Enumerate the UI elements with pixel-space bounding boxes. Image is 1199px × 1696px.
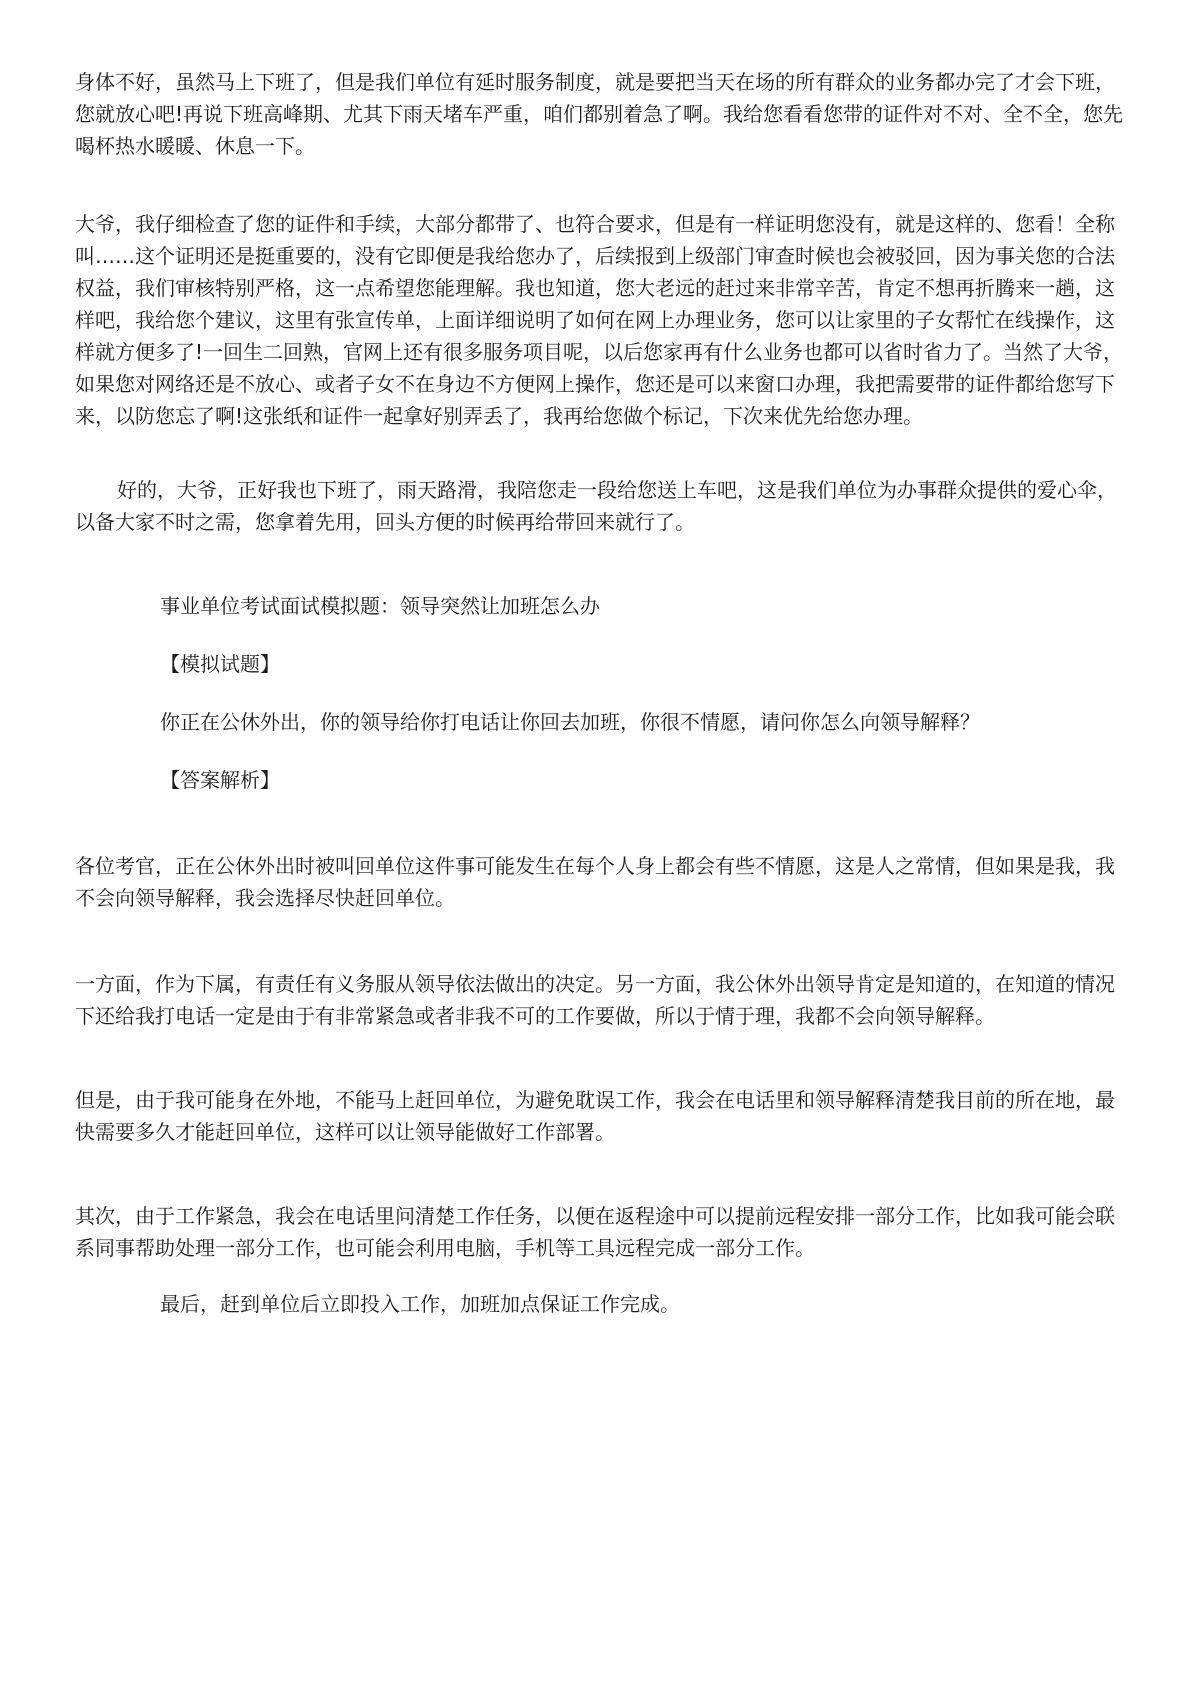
paragraph-finally: 最后，赶到单位后立即投入工作，加班加点保证工作完成。 xyxy=(160,1292,680,1316)
paragraph-answer-intro: 各位考官，正在公休外出时被叫回单位这件事可能发生在每个人身上都会有些不情愿，这是人之常情，但如果是我，我不会向领导解释，我会选择尽快赶回单位。 xyxy=(75,854,1115,910)
answer-analysis-label: 【答案解析】 xyxy=(160,768,280,792)
paragraph-umbrella: 好的，大爷，正好我也下班了，雨天路滑，我陪您走一段给您送上车吧，这是我们单位为办事群众提供的爱心伞，以备大家不时之需，您拿着先用，回头方便的时候再给带回来就行了。 xyxy=(75,478,1117,534)
paragraph-extended-service: 身体不好，虽然马上下班了，但是我们单位有延时服务制度，就是要把当天在场的所有群众的业务都办完了才会下班，您就放心吧!再说下班高峰期、尤其下雨天堵车严重，咱们都别着急了啊。我给您看看您带的证件对不对、全不全，您先喝杯热水暖暖、休息一下。 xyxy=(75,70,1124,158)
paragraph-on-one-hand: 一方面，作为下属，有责任有义务服从领导依法做出的决定。另一方面，我公休外出领导肯定是知道的，在知道的情况下还给我打电话一定是由于有非常紧急或者非我不可的工作要做，所以于情于理，我都不会向领导解释。 xyxy=(75,972,1115,1028)
mock-question-text: 你正在公休外出，你的领导给你打电话让你回去加班，你很不情愿，请问你怎么向领导解释？ xyxy=(160,710,980,734)
paragraph-secondly: 其次，由于工作紧急，我会在电话里问清楚工作任务，以便在返程途中可以提前远程安排一部分工作，比如我可能会联系同事帮助处理一部分工作，也可能会利用电脑，手机等工具远程完成一部分工作。 xyxy=(75,1204,1115,1260)
paragraph-however: 但是，由于我可能身在外地，不能马上赶回单位，为避免耽误工作，我会在电话里和领导解释清楚我目前的所在地，最快需要多久才能赶回单位，这样可以让领导能做好工作部署。 xyxy=(75,1088,1115,1144)
section-heading: 事业单位考试面试模拟题：领导突然让加班怎么办 xyxy=(160,594,600,618)
mock-question-label: 【模拟试题】 xyxy=(160,652,280,676)
paragraph-missing-certificate: 大爷，我仔细检查了您的证件和手续，大部分都带了、也符合要求，但是有一样证明您没有，就是这样的、您看！全称叫……这个证明还是挺重要的，没有它即便是我给您办了，后续报到上级部门审查时候也会被驳回，因为事关您的合法权益，我们审核特别严格，这一点希望您能理解。我也知道，您大老远的赶过来非常辛苦，肯定不想再折腾来一趟，这样吧，我给您个建议，这里有张宣传单，上面详细说明了如何在网上办理业务，您可以让家里的子女帮忙在线操作，这样就方便多了!一回生二回熟，官网上还有很多服务项目呢，以后您家再有什么业务也都可以省时省力了。当然了大爷，如果您对网络还是不放心、或者子女不在身边不方便网上操作，您还是可以来窗口办理，我把需要带的证件都给您写下来，以防您忘了啊!这张纸和证件一起拿好别弄丢了，我再给您做个标记，下次来优先给您办理。 xyxy=(75,212,1124,428)
